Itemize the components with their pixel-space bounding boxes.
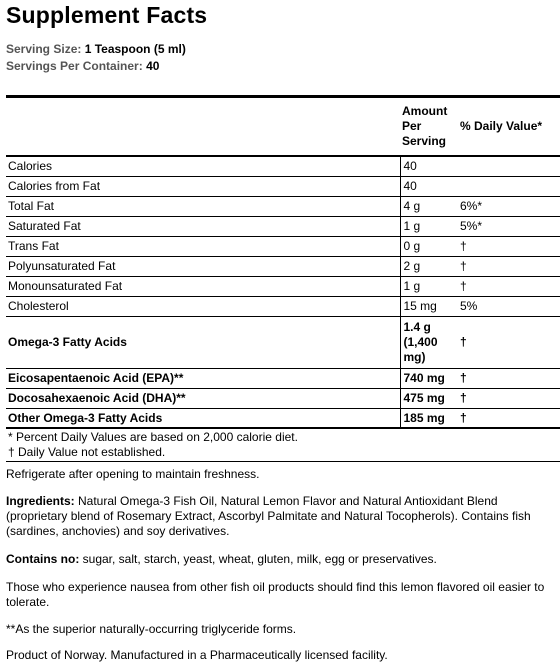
refrigerate-note: Refrigerate after opening to maintain freshness.: [6, 467, 260, 481]
triglyceride-note: **As the superior naturally-occurring triglyceride forms.: [6, 622, 297, 636]
row-amount: 40: [400, 156, 458, 176]
row-amount: 185 mg: [400, 408, 458, 428]
table-row: [6, 156, 560, 176]
row-daily-value: †: [458, 388, 560, 408]
row-daily-value: †: [458, 256, 560, 276]
table-row: [6, 388, 560, 408]
serving-size-value: 1 Teaspoon (5 ml): [84, 42, 186, 56]
row-amount: 0 g: [400, 236, 458, 256]
row-name: Calories from Fat: [6, 176, 400, 196]
table-row: [6, 316, 560, 368]
row-name: Total Fat: [6, 196, 400, 216]
table-row: [6, 236, 560, 256]
row-name: Polyunsaturated Fat: [6, 256, 400, 276]
row-name: Trans Fat: [6, 236, 400, 256]
row-daily-value: †: [458, 276, 560, 296]
ingredients: [6, 494, 556, 539]
row-name: Eicosapentaenoic Acid (EPA)**: [6, 368, 400, 388]
origin-note: Product of Norway. Manufactured in a Pharmaceutically licensed facility.: [6, 648, 388, 662]
row-name: Docosahexaenoic Acid (DHA)**: [6, 388, 400, 408]
row-daily-value: 5%*: [458, 216, 560, 236]
row-daily-value: [458, 176, 560, 196]
row-daily-value: [458, 156, 560, 176]
table-row: [6, 256, 560, 276]
servings-per-container-label: Servings Per Container:: [6, 59, 143, 73]
row-name: Calories: [6, 156, 400, 176]
header-daily-value: % Daily Value*: [458, 97, 560, 156]
footnote-not-established: † Daily Value not established.: [8, 445, 166, 459]
serving-size: [6, 42, 186, 56]
table-row: [6, 368, 560, 388]
row-amount: 1 g: [400, 216, 458, 236]
ingredients-text: Natural Omega-3 Fish Oil, Natural Lemon Flavor and Natural Antioxidant Blend (proprietary blend of Rosemary Extract, Ascorbyl Palmitate and Natural Tocopherols). Contains fish (sardines, anchovies) and soy derivatives.: [6, 494, 531, 538]
table-row: [6, 196, 560, 216]
row-daily-value: †: [458, 236, 560, 256]
row-daily-value: †: [458, 368, 560, 388]
header-amount-per-serving: Amount Per Serving: [400, 97, 458, 156]
row-amount: 1 g: [400, 276, 458, 296]
row-amount: 1.4 g (1,400 mg): [400, 316, 458, 368]
row-name: Cholesterol: [6, 296, 400, 316]
nausea-note: Those who experience nausea from other fish oil products should find this lemon flavored oil easier to tolerate.: [6, 580, 545, 609]
row-name: Omega-3 Fatty Acids: [6, 316, 400, 368]
row-amount: 15 mg: [400, 296, 458, 316]
servings-per-container-value: 40: [146, 59, 160, 73]
table-row: [6, 276, 560, 296]
table-row: [6, 408, 560, 428]
row-name: Saturated Fat: [6, 216, 400, 236]
row-daily-value: 5%: [458, 296, 560, 316]
contains-no: [6, 552, 556, 567]
footnote-rule: [6, 461, 560, 462]
serving-size-label: Serving Size:: [6, 42, 82, 56]
table-row: [6, 216, 560, 236]
table-row: [6, 296, 560, 316]
row-amount: 4 g: [400, 196, 458, 216]
servings-per-container: [6, 59, 159, 73]
row-amount: 740 mg: [400, 368, 458, 388]
ingredients-label: Ingredients:: [6, 494, 75, 508]
table-row: [6, 176, 560, 196]
row-amount: 40: [400, 176, 458, 196]
row-name: Other Omega-3 Fatty Acids: [6, 408, 400, 428]
row-amount: 475 mg: [400, 388, 458, 408]
facts-table: [6, 97, 560, 429]
table-header: [6, 97, 560, 156]
row-daily-value: 6%*: [458, 196, 560, 216]
row-daily-value: †: [458, 408, 560, 428]
row-amount: 2 g: [400, 256, 458, 276]
row-name: Monounsaturated Fat: [6, 276, 400, 296]
footnote-daily-value-basis: * Percent Daily Values are based on 2,000 calorie diet.: [8, 430, 298, 444]
row-daily-value: †: [458, 316, 560, 368]
header-blank: [6, 97, 400, 156]
footnotes: [6, 430, 560, 460]
panel-title: Supplement Facts: [6, 2, 208, 28]
contains-no-text: sugar, salt, starch, yeast, wheat, gluten, milk, egg or preservatives.: [79, 552, 437, 566]
contains-no-label: Contains no:: [6, 552, 80, 566]
